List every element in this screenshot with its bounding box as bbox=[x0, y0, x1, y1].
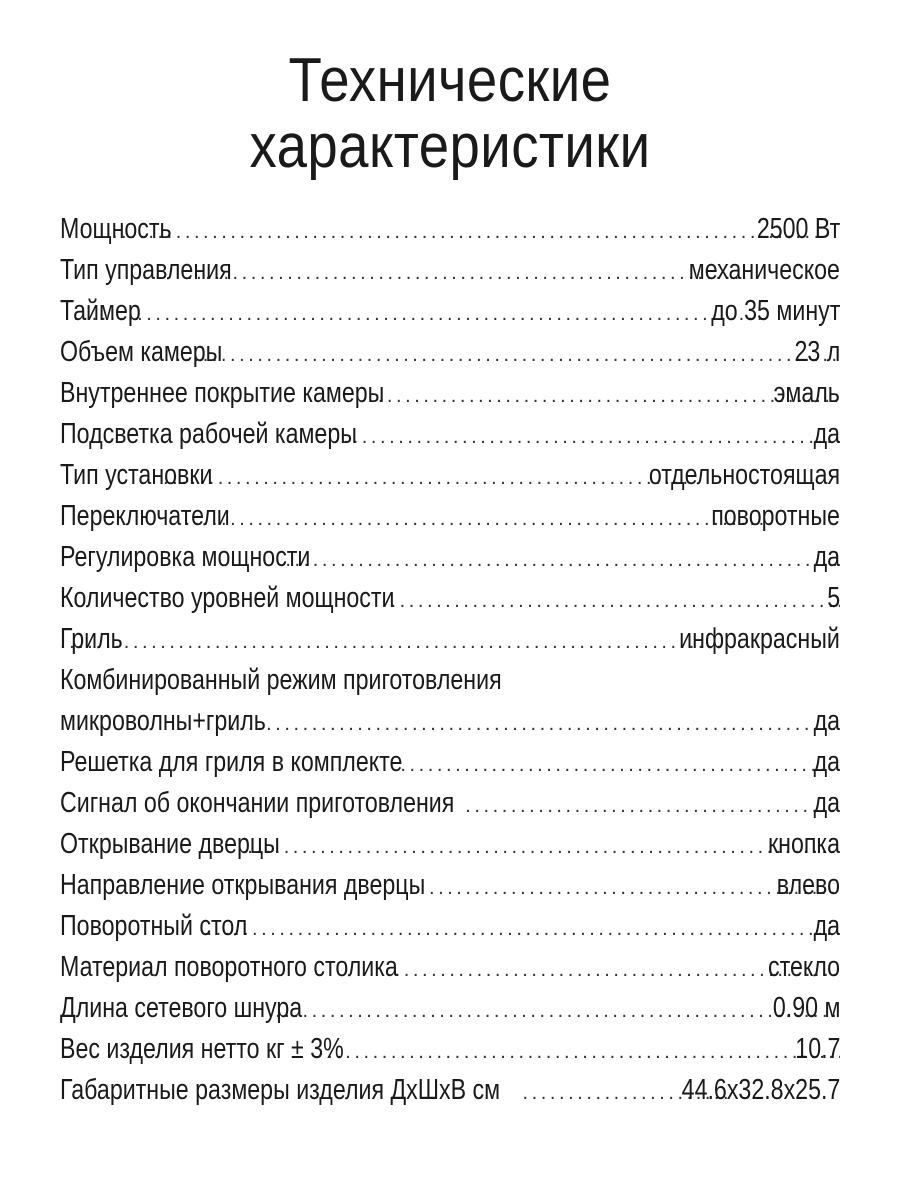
spec-row-heading bbox=[60, 660, 840, 701]
spec-value: 2500 Вт bbox=[756, 213, 840, 245]
spec-row bbox=[60, 988, 840, 1029]
leader-dots bbox=[187, 253, 739, 291]
spec-key: микроволны+гриль bbox=[60, 705, 266, 737]
spec-row bbox=[60, 742, 840, 783]
spec-row bbox=[60, 455, 840, 496]
spec-key: Решетка для гриля в комплекте bbox=[60, 746, 403, 778]
spec-key: Подсветка рабочей камеры bbox=[60, 418, 357, 450]
spec-row bbox=[60, 1070, 840, 1111]
spec-value: инфракрасный bbox=[679, 623, 840, 655]
spec-row bbox=[60, 537, 840, 578]
leader-dots bbox=[230, 704, 840, 742]
spec-value: стекло bbox=[768, 951, 840, 983]
leader-dots bbox=[327, 1032, 840, 1070]
spec-value: кнопка bbox=[768, 828, 840, 860]
spec-key: Вес изделия нетто кг ± 3% bbox=[60, 1033, 344, 1065]
leader-dots bbox=[163, 458, 689, 496]
spec-row bbox=[60, 332, 840, 373]
leader-dots bbox=[112, 212, 823, 250]
spec-row bbox=[60, 578, 840, 619]
spec-key: Открывание дверцы bbox=[60, 828, 280, 860]
spec-value: да bbox=[813, 418, 840, 450]
spec-key: Количество уровней мощности bbox=[60, 582, 395, 614]
spec-row bbox=[60, 865, 840, 906]
spec-value: механическое bbox=[688, 254, 840, 286]
spec-row bbox=[60, 496, 840, 537]
spec-list bbox=[60, 209, 840, 1111]
page-title bbox=[54, 48, 846, 180]
spec-value: да bbox=[813, 541, 840, 573]
leader-dots bbox=[247, 827, 837, 865]
leader-dots bbox=[465, 786, 840, 824]
leader-dots bbox=[400, 745, 840, 783]
spec-value: да bbox=[813, 787, 840, 819]
leader-dots bbox=[378, 376, 840, 414]
spec-row bbox=[60, 947, 840, 988]
spec-value: 44.6x32.8x25.7 bbox=[681, 1074, 840, 1106]
spec-value: да bbox=[813, 705, 840, 737]
spec-value: отдельностоящая bbox=[648, 459, 840, 491]
leader-dots bbox=[391, 581, 841, 619]
spec-value: да bbox=[813, 746, 840, 778]
spec-key: Тип установки bbox=[60, 459, 213, 491]
title-line-2: характеристики bbox=[249, 112, 651, 181]
leader-dots bbox=[275, 991, 840, 1029]
spec-row bbox=[60, 824, 840, 865]
spec-value: 10.7 bbox=[794, 1033, 840, 1065]
spec-value: 0.90 м bbox=[772, 992, 840, 1024]
spec-key: Материал поворотного столика bbox=[60, 951, 398, 983]
leader-dots bbox=[73, 294, 766, 332]
spec-key: Переключатели bbox=[60, 500, 230, 532]
spec-key: Комбинированный режим приготовления bbox=[60, 664, 502, 696]
leader-dots bbox=[285, 540, 840, 578]
leader-dots bbox=[206, 909, 840, 947]
spec-key: Регулировка мощности bbox=[60, 541, 311, 573]
spec-row bbox=[60, 701, 840, 742]
spec-value: влево bbox=[776, 869, 840, 901]
spec-value: эмаль bbox=[773, 377, 840, 409]
leader-dots bbox=[60, 622, 727, 660]
spec-key: Габаритные размеры изделия ДхШхВ см bbox=[60, 1074, 501, 1106]
spec-row bbox=[60, 414, 840, 455]
spec-key: Сигнал об окончании приготовления bbox=[60, 787, 455, 819]
spec-value: 5 bbox=[827, 582, 840, 614]
spec-value: да bbox=[813, 910, 840, 942]
spec-key: Внутреннее покрытие камеры bbox=[60, 377, 385, 409]
spec-row bbox=[60, 209, 840, 250]
spec-key: Мощность bbox=[60, 213, 172, 245]
spec-row bbox=[60, 1029, 840, 1070]
spec-key: Объем камеры bbox=[60, 336, 223, 368]
spec-key: Таймер bbox=[60, 295, 141, 327]
leader-dots bbox=[344, 417, 840, 455]
spec-row bbox=[60, 783, 840, 824]
leader-dots bbox=[185, 499, 767, 537]
spec-key: Направление открывания дверцы bbox=[60, 869, 426, 901]
spec-key: Длина сетевого шнура bbox=[60, 992, 303, 1024]
spec-row bbox=[60, 250, 840, 291]
leader-dots bbox=[175, 335, 840, 373]
spec-key: Поворотный стол bbox=[60, 910, 248, 942]
title-line-1: Технические bbox=[288, 46, 612, 115]
spec-row bbox=[60, 291, 840, 332]
spec-value: до 35 минут bbox=[710, 295, 840, 327]
spec-row bbox=[60, 619, 840, 660]
spec-row bbox=[60, 373, 840, 414]
spec-key: Гриль bbox=[60, 623, 123, 655]
spec-row bbox=[60, 906, 840, 947]
spec-key: Тип управления bbox=[60, 254, 232, 286]
spec-value: 23 л bbox=[794, 336, 840, 368]
spec-value: поворотные bbox=[711, 500, 840, 532]
